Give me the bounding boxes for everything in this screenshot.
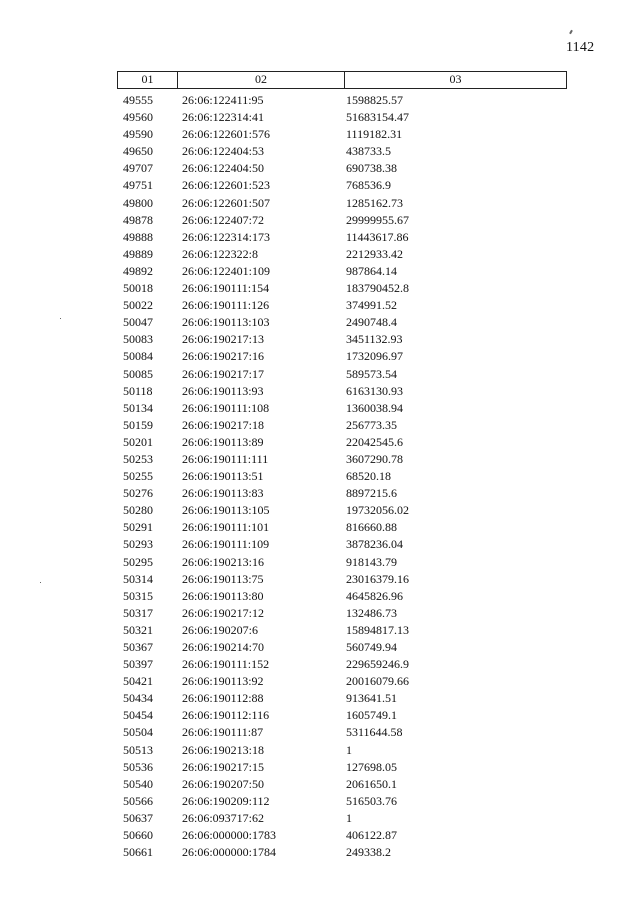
table-cell-02: 26:06:122401:109: [182, 263, 271, 278]
table-cell-02: 26:06:190113:51: [182, 469, 264, 484]
table-cell-01: 50276: [123, 486, 153, 501]
table-row: [117, 297, 567, 314]
table-cell-02: 26:06:122404:50: [182, 161, 265, 176]
table-cell-02: 26:06:093717:62: [182, 810, 265, 825]
table-cell-01: 49707: [123, 161, 153, 176]
table-row: [117, 212, 567, 229]
scan-speck: [60, 318, 61, 319]
table-row: [117, 502, 567, 519]
table-cell-02: 26:06:190111:108: [182, 400, 270, 415]
table-cell-01: 50118: [123, 383, 153, 398]
table-row: [117, 536, 567, 553]
table-cell-01: 49555: [123, 93, 153, 107]
table-cell-03: 22042545.6: [346, 434, 403, 449]
table-cell-03: 1360038.94: [346, 400, 403, 415]
table-cell-02: 26:06:122411:95: [182, 93, 264, 107]
table-cell-01: 50134: [123, 400, 153, 415]
table-cell-01: 50540: [123, 776, 153, 791]
table-row: [117, 331, 567, 348]
table-cell-02: 26:06:190213:18: [182, 742, 265, 757]
table-cell-03: 1: [346, 810, 352, 825]
table-row: [117, 810, 567, 827]
table-cell-01: 49800: [123, 195, 153, 210]
table-cell-01: 49889: [123, 246, 153, 261]
table-cell-02: 26:06:122601:523: [182, 178, 271, 193]
table-cell-01: 49878: [123, 212, 153, 227]
table-cell-02: 26:06:122601:507: [182, 195, 271, 210]
table-row: [117, 588, 567, 605]
table-cell-01: 50084: [123, 349, 153, 364]
table-cell-02: 26:06:190217:15: [182, 759, 265, 774]
table-row: [117, 485, 567, 502]
table-cell-02: 26:06:190113:89: [182, 434, 264, 449]
table-cell-03: 1732096.97: [346, 349, 403, 364]
table-cell-03: 2212933.42: [346, 246, 403, 261]
table-row: [117, 383, 567, 400]
table-cell-01: 50047: [123, 315, 153, 330]
table-cell-01: 49751: [123, 178, 153, 193]
table-row: [117, 263, 567, 280]
table-cell-02: 26:06:190209:112: [182, 793, 270, 808]
table-cell-02: 26:06:190217:12: [182, 605, 265, 620]
table-row: [117, 195, 567, 212]
table-row: [117, 605, 567, 622]
table-cell-03: 1598825.57: [346, 93, 403, 107]
table-cell-02: 26:06:000000:1784: [182, 845, 277, 860]
table-cell-01: 49560: [123, 110, 153, 125]
table-cell-02: 26:06:190113:93: [182, 383, 264, 398]
table-row: [117, 451, 567, 468]
table-row: [117, 554, 567, 571]
table-row: [117, 707, 567, 724]
table-row: [117, 246, 567, 263]
table-cell-02: 26:06:122314:173: [182, 229, 271, 244]
table-cell-01: 50159: [123, 417, 153, 432]
table-cell-03: 20016079.66: [346, 674, 409, 689]
table-cell-03: 406122.87: [346, 828, 397, 843]
table-cell-01: 50367: [123, 640, 153, 654]
table-row: [117, 143, 567, 160]
table-cell-01: 50637: [123, 810, 153, 825]
table-cell-03: 1285162.73: [346, 195, 403, 210]
table-cell-03: 3607290.78: [346, 451, 403, 466]
table-cell-03: 8897215.6: [346, 486, 397, 501]
table-cell-02: 26:06:190213:16: [182, 554, 265, 569]
table-cell-03: 987864.14: [346, 263, 397, 278]
table-cell-03: 438733.5: [346, 144, 391, 159]
table-cell-02: 26:06:190113:83: [182, 486, 264, 501]
table-row: [117, 673, 567, 690]
table-cell-02: 26:06:122407:72: [182, 212, 265, 227]
table-row: [117, 348, 567, 365]
table-cell-03: 68520.18: [346, 469, 391, 484]
table-cell-03: 2490748.4: [346, 315, 397, 330]
scan-speck: [40, 582, 41, 583]
table-cell-03: 11443617.86: [346, 229, 409, 244]
table-cell-01: 50315: [123, 588, 153, 603]
table-cell-03: 913641.51: [346, 691, 397, 706]
table-cell-01: 50293: [123, 537, 153, 552]
table-cell-01: 50504: [123, 725, 153, 740]
table-cell-02: 26:06:190113:75: [182, 571, 264, 586]
table-cell-03: 256773.35: [346, 417, 397, 432]
table-cell-03: 589573.54: [346, 366, 397, 381]
table-cell-03: 816660.88: [346, 520, 397, 535]
table-cell-01: 50421: [123, 674, 153, 689]
column-header-02: 02: [178, 72, 345, 88]
table-cell-03: 1119182.31: [346, 127, 403, 142]
table-cell-02: 26:06:190112:116: [182, 708, 270, 723]
table-cell-02: 26:06:190113:92: [182, 674, 264, 689]
table-row: [117, 280, 567, 297]
table-cell-02: 26:06:190113:103: [182, 315, 270, 330]
table-cell-03: 1605749.1: [346, 708, 397, 723]
table-cell-01: 50661: [123, 845, 153, 860]
table-cell-01: 50566: [123, 793, 153, 808]
table-row: [117, 434, 567, 451]
scan-speck: [569, 30, 573, 34]
table-cell-02: 26:06:190214:70: [182, 640, 265, 654]
table-header: [117, 71, 567, 89]
table-cell-01: 50454: [123, 708, 153, 723]
table-row: [117, 759, 567, 776]
table-cell-03: 3878236.04: [346, 537, 403, 552]
table-cell-02: 26:06:000000:1783: [182, 828, 277, 843]
table-row: [117, 639, 567, 656]
table-cell-03: 15894817.13: [346, 622, 409, 637]
table-cell-03: 1: [346, 742, 352, 757]
table-body: [117, 92, 567, 861]
table-cell-01: 50022: [123, 298, 153, 313]
table-cell-03: 374991.52: [346, 298, 397, 313]
table-cell-01: 50201: [123, 434, 153, 449]
table-cell-03: 229659246.9: [346, 657, 409, 672]
table-row: [117, 690, 567, 707]
page-number: 1142: [566, 40, 595, 55]
table-cell-01: 49888: [123, 229, 153, 244]
table-cell-02: 26:06:190111:154: [182, 281, 270, 296]
table-cell-02: 26:06:122601:576: [182, 127, 271, 142]
table-cell-01: 49892: [123, 263, 153, 278]
table-cell-02: 26:06:190111:126: [182, 298, 270, 313]
table-cell-01: 50321: [123, 622, 153, 637]
table-row: [117, 656, 567, 673]
table-row: [117, 622, 567, 639]
table-cell-03: 768536.9: [346, 178, 391, 193]
table-row: [117, 314, 567, 331]
table-row: [117, 844, 567, 861]
table-row: [117, 366, 567, 383]
column-header-01: 01: [118, 72, 178, 88]
table-cell-01: 49650: [123, 144, 153, 159]
table-cell-03: 127698.05: [346, 759, 397, 774]
table-row: [117, 793, 567, 810]
table-cell-03: 516503.76: [346, 793, 397, 808]
table-cell-03: 918143.79: [346, 554, 397, 569]
table-cell-02: 26:06:190112:88: [182, 691, 264, 706]
table-cell-02: 26:06:122314:41: [182, 110, 265, 125]
table-cell-01: 50253: [123, 451, 153, 466]
table-cell-03: 2061650.1: [346, 776, 397, 791]
table-cell-03: 6163130.93: [346, 383, 403, 398]
table-row: [117, 229, 567, 246]
table-row: [117, 92, 567, 109]
table-cell-03: 560749.94: [346, 640, 397, 654]
table-cell-01: 49590: [123, 127, 153, 142]
table-cell-01: 50255: [123, 469, 153, 484]
table-cell-02: 26:06:190111:101: [182, 520, 270, 535]
table-row: [117, 742, 567, 759]
table-cell-02: 26:06:190111:109: [182, 537, 270, 552]
table-row: [117, 400, 567, 417]
table-cell-01: 50317: [123, 605, 153, 620]
table-row: [117, 109, 567, 126]
table-cell-03: 4645826.96: [346, 588, 403, 603]
table-cell-02: 26:06:190217:18: [182, 417, 265, 432]
table-cell-02: 26:06:190217:17: [182, 366, 265, 381]
table-cell-02: 26:06:190111:87: [182, 725, 264, 740]
table-row: [117, 519, 567, 536]
table-cell-01: 50018: [123, 281, 153, 296]
table-cell-03: 3451132.93: [346, 332, 403, 347]
table-cell-02: 26:06:190207:6: [182, 622, 259, 637]
table-cell-01: 50291: [123, 520, 153, 535]
table-cell-02: 26:06:190113:80: [182, 588, 264, 603]
table-cell-03: 249338.2: [346, 845, 391, 860]
table-row: [117, 177, 567, 194]
table-cell-02: 26:06:122404:53: [182, 144, 265, 159]
table-cell-01: 50660: [123, 828, 153, 843]
table-cell-01: 50397: [123, 657, 153, 672]
table-cell-03: 51683154.47: [346, 110, 409, 125]
column-header-03: 03: [449, 72, 462, 86]
table-cell-03: 19732056.02: [346, 503, 409, 518]
table-cell-01: 50314: [123, 571, 153, 586]
table-cell-01: 50513: [123, 742, 153, 757]
table-row: [117, 827, 567, 844]
table-cell-02: 26:06:190207:50: [182, 776, 265, 791]
table-row: [117, 571, 567, 588]
table-cell-03: 29999955.67: [346, 212, 409, 227]
table-cell-01: 50085: [123, 366, 153, 381]
table-cell-03: 183790452.8: [346, 281, 409, 296]
table-row: [117, 776, 567, 793]
table-row: [117, 417, 567, 434]
table-cell-03: 5311644.58: [346, 725, 403, 740]
table-row: [117, 724, 567, 741]
table-row: [117, 160, 567, 177]
table-cell-02: 26:06:190111:152: [182, 657, 270, 672]
table-cell-02: 26:06:190217:13: [182, 332, 265, 347]
table-cell-02: 26:06:190217:16: [182, 349, 265, 364]
table-cell-02: 26:06:190111:111: [182, 451, 269, 466]
table-cell-03: 132486.73: [346, 605, 397, 620]
table-cell-01: 50434: [123, 691, 153, 706]
table-row: [117, 468, 567, 485]
table-cell-01: 50083: [123, 332, 153, 347]
table-cell-02: 26:06:122322:8: [182, 246, 259, 261]
table-cell-01: 50536: [123, 759, 153, 774]
table-row: [117, 126, 567, 143]
table-cell-02: 26:06:190113:105: [182, 503, 270, 518]
table-cell-03: 23016379.16: [346, 571, 409, 586]
table-cell-03: 690738.38: [346, 161, 397, 176]
table-cell-01: 50295: [123, 554, 153, 569]
table-cell-01: 50280: [123, 503, 153, 518]
